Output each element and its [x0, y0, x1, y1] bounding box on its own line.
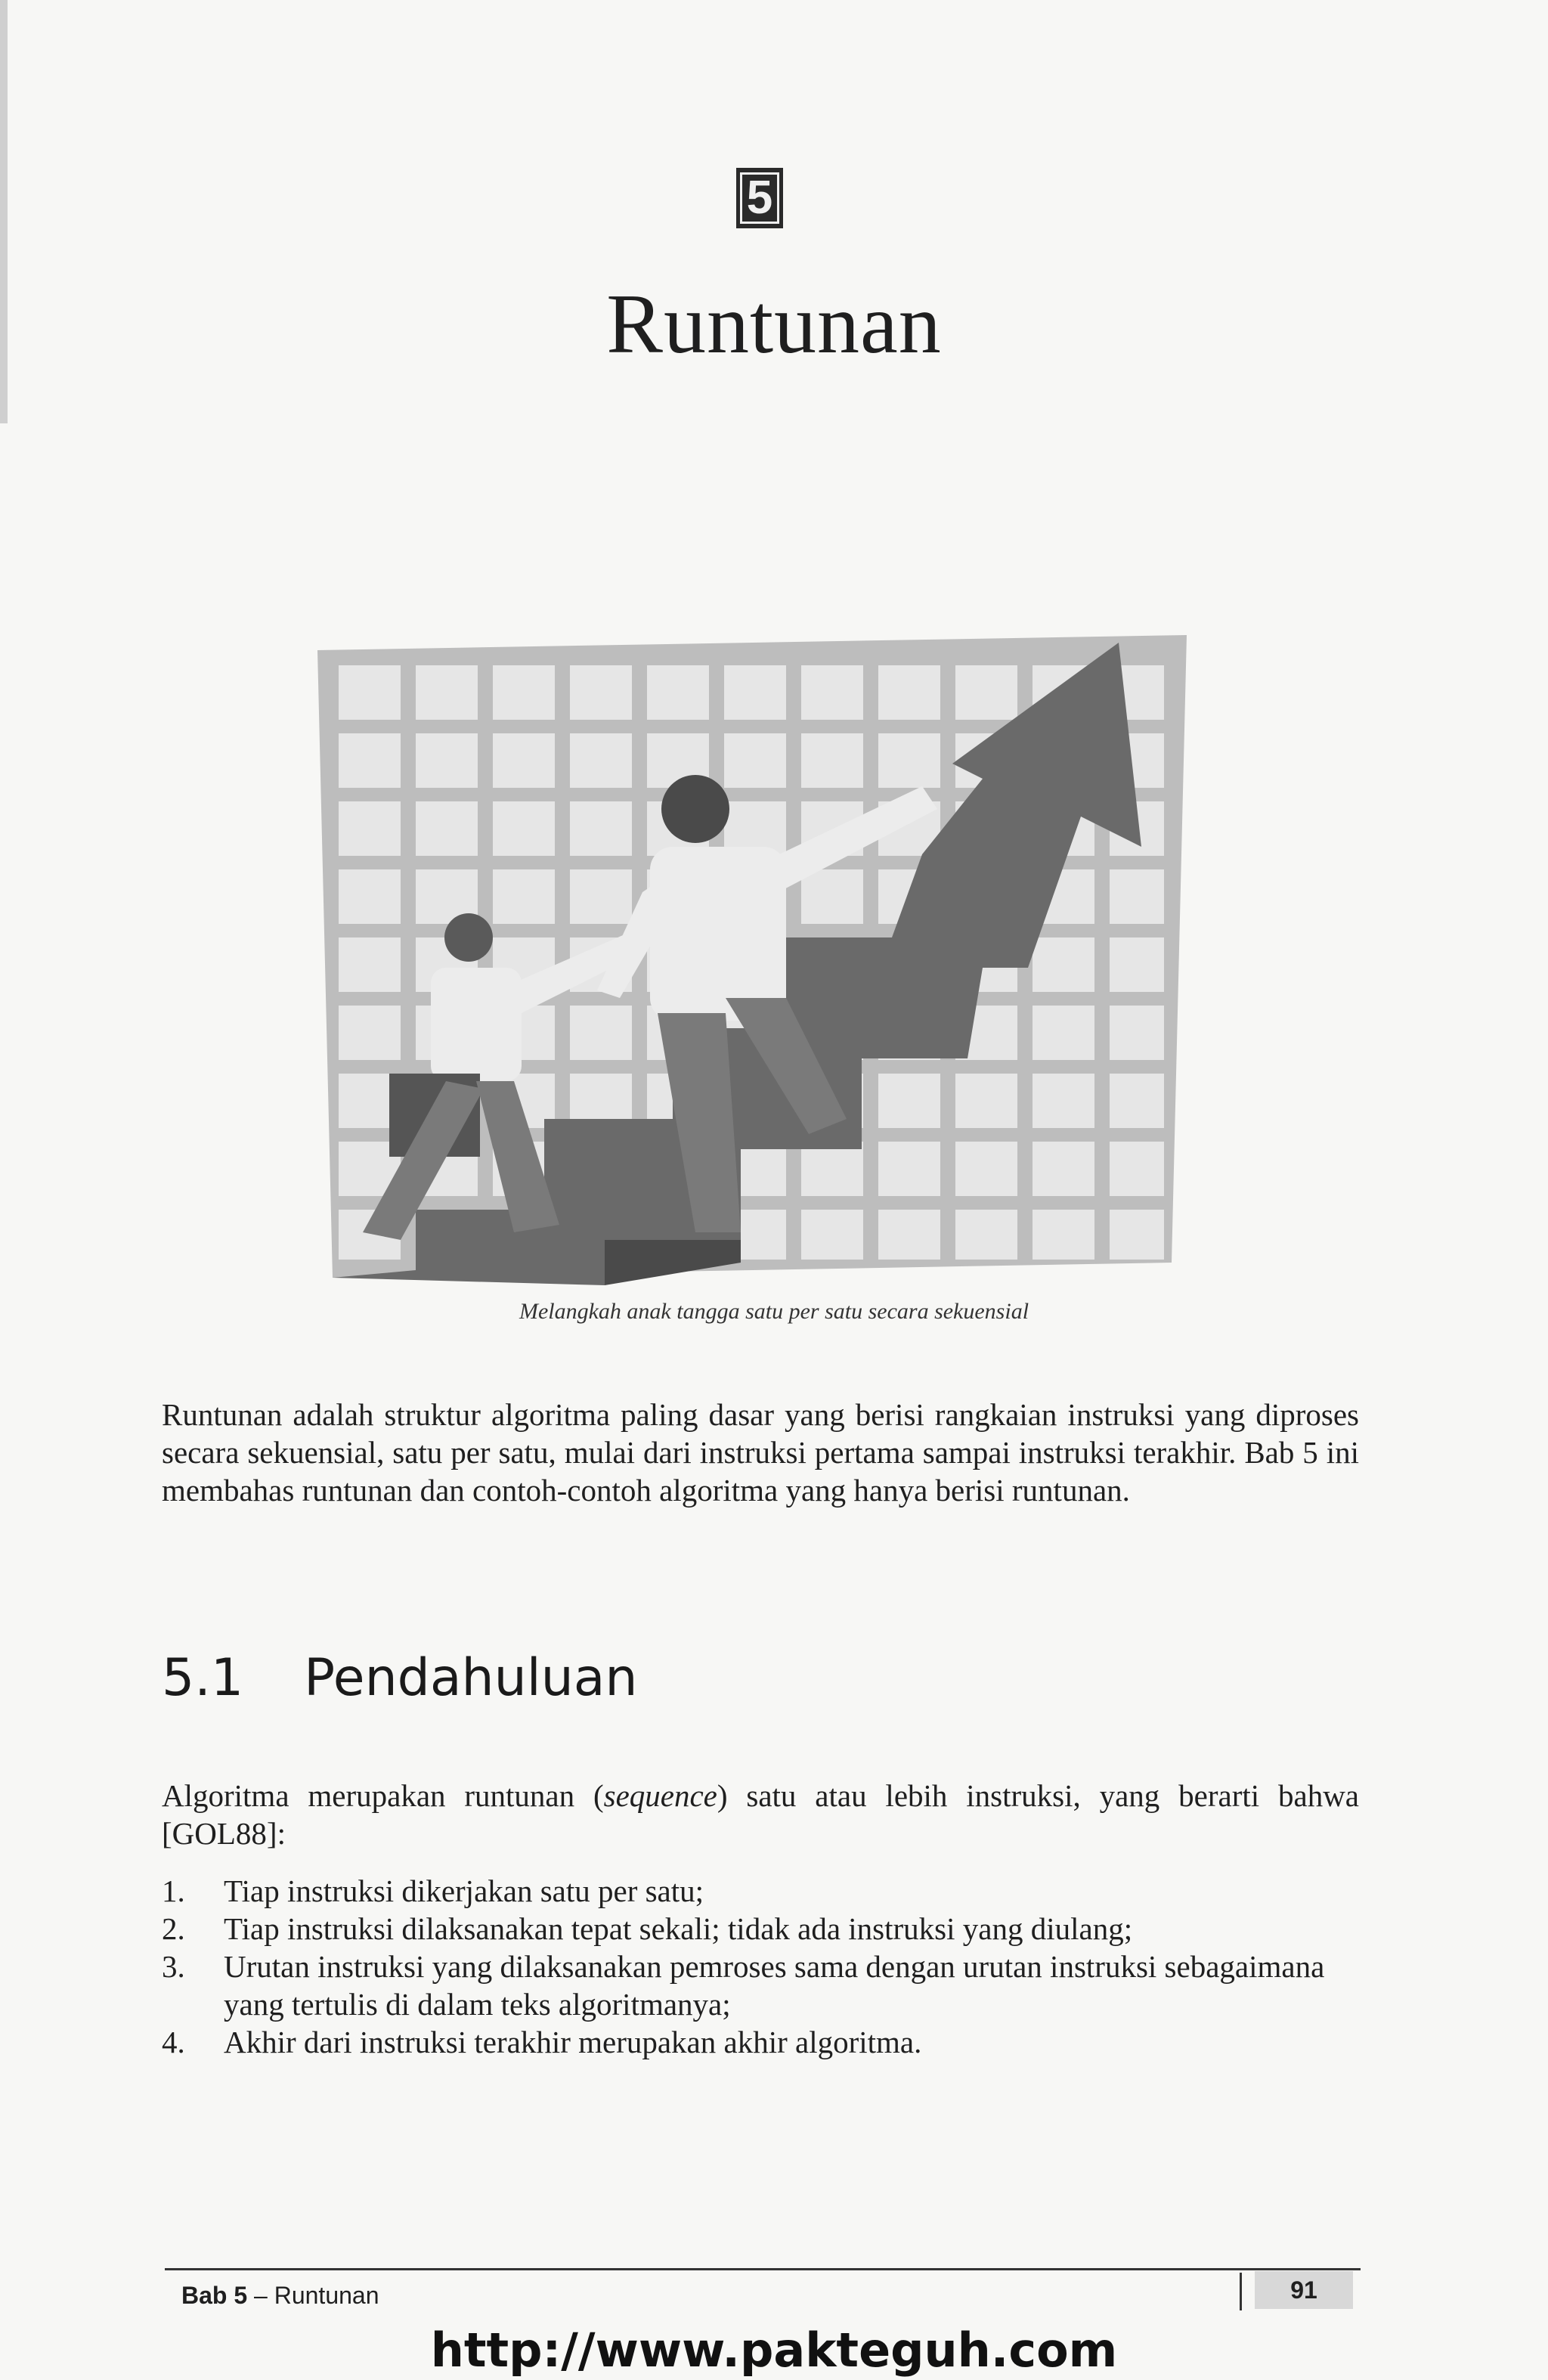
footer-chapter-label: Bab 5	[181, 2282, 248, 2309]
list-item-number: 1.	[162, 1873, 185, 1908]
list-item-text: Urutan instruksi yang dilaksanakan pemroses sama dengan urutan instruksi sebagaimana yang tertulis di dalam teks algoritmanya;	[224, 1949, 1325, 2022]
list-item	[162, 1948, 1359, 2023]
chapter-illustration	[317, 635, 1187, 1293]
list-item-text: Tiap instruksi dilaksanakan tepat sekali; tidak ada instruksi yang diulang;	[224, 1911, 1133, 1946]
figure-caption: Melangkah anak tangga satu per satu secara sekuensial	[519, 1299, 1029, 1324]
numbered-list	[162, 1872, 1359, 2061]
section-paragraph	[162, 1777, 1359, 1852]
section-paragraph-start: Algoritma merupakan runtunan (	[162, 1778, 604, 1813]
footer-chapter-title: Runtunan	[274, 2282, 379, 2309]
section-number: 5.1	[162, 1648, 244, 1708]
intro-paragraph: Runtunan adalah struktur algoritma paling dasar yang berisi rangkaian instruksi yang diproses secara sekuensial, satu per satu, mulai dari instruksi pertama sampai instruksi terakhir. Bab 5 ini membahas runtunan dan contoh-contoh algoritma yang hanya berisi runtunan.	[162, 1397, 1359, 1508]
list-item-text: Tiap instruksi dikerjakan satu per satu;	[224, 1873, 704, 1908]
chapter-title: Runtunan	[606, 277, 942, 371]
list-item-number: 4.	[162, 2025, 185, 2059]
footer-rule	[165, 2268, 1361, 2270]
list-item-text: Akhir dari instruksi terakhir merupakan akhir algoritma.	[224, 2025, 922, 2059]
chapter-number: 5	[740, 172, 779, 224]
footer-chapter	[181, 2282, 379, 2310]
list-item	[162, 2023, 1359, 2061]
staircase-shadow	[605, 1240, 741, 1285]
section-paragraph-end: ) satu atau lebih instruksi, yang berarti bahwa [GOL88]:	[162, 1778, 1359, 1851]
chapter-number-badge	[736, 168, 783, 228]
page-number: 91	[1255, 2271, 1353, 2309]
section-title: Pendahuluan	[304, 1648, 638, 1708]
list-item	[162, 1910, 1359, 1948]
list-item-number: 2.	[162, 1911, 185, 1946]
section-heading	[162, 1648, 637, 1708]
stairs-illustration	[317, 635, 1187, 1293]
section-paragraph-term: sequence	[603, 1778, 717, 1813]
footer-divider	[1240, 2273, 1242, 2310]
list-item	[162, 1872, 1359, 1910]
footer-separator: –	[247, 2282, 274, 2309]
watermark-url: http://www.pakteguh.com	[430, 2323, 1118, 2378]
list-item-number: 3.	[162, 1949, 185, 1984]
